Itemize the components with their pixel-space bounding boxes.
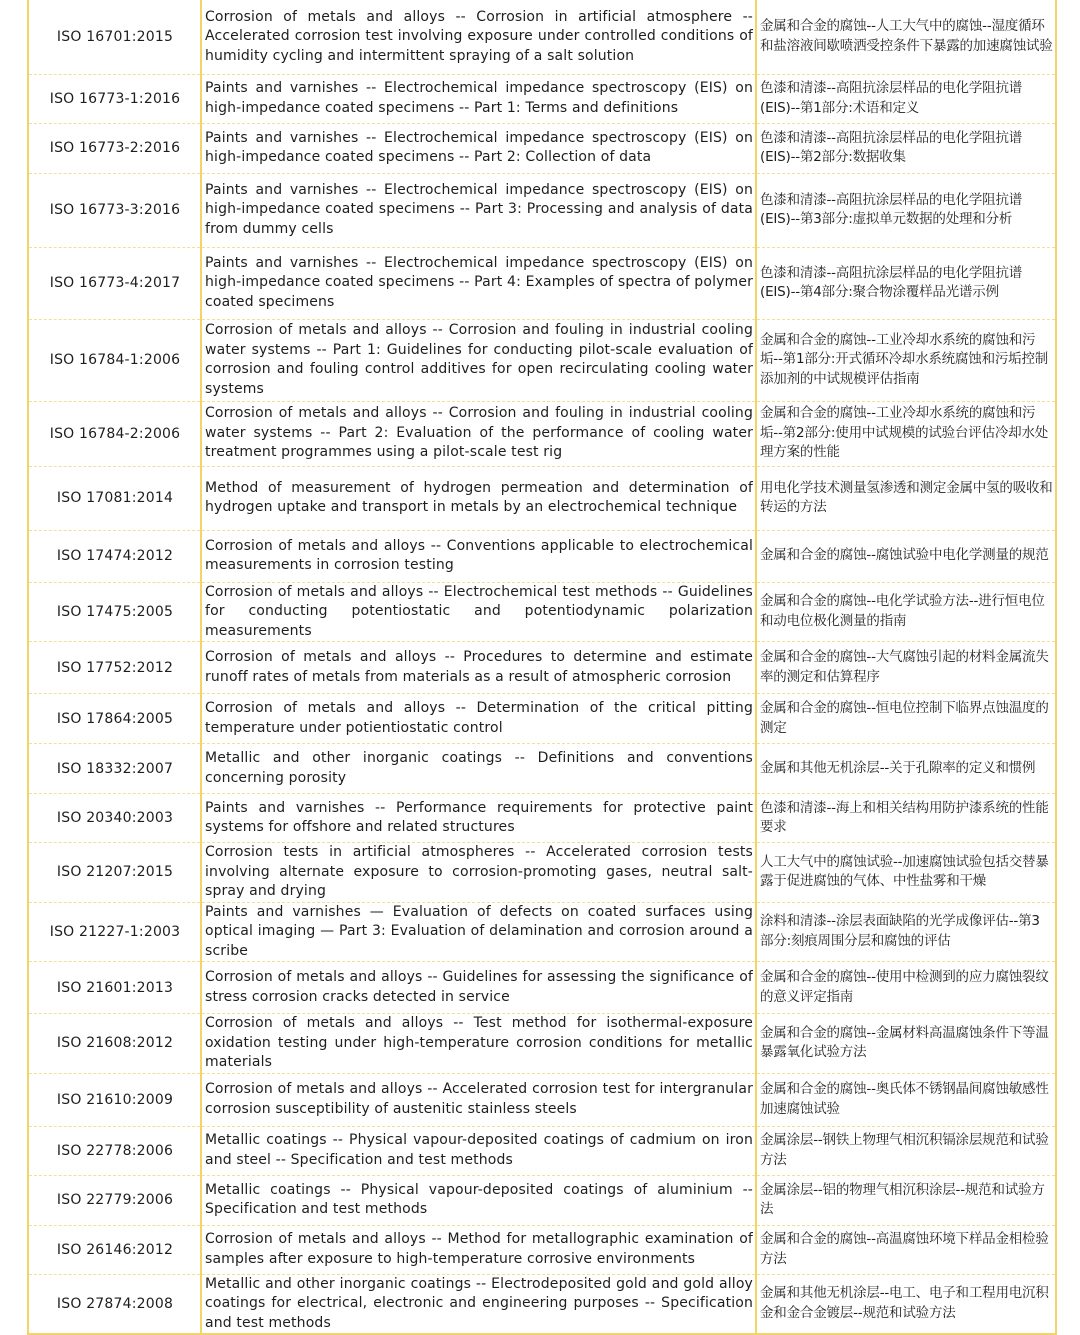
english-title: Corrosion of metals and alloys -- Corrosion and fouling in industrial cooling water systems -- Part 1: Guidelines for conducting pilot-scale evaluation of corrosion and fouling control additives for open recirculating cooling water systems <box>201 319 756 401</box>
english-title: Corrosion of metals and alloys -- Procedures to determine and estimate runoff rates of metals from materials as a result of atmospheric corrosion <box>201 642 756 694</box>
chinese-title: 金属和合金的腐蚀--电化学试验方法--进行恒电位和动电位极化测量的指南 <box>756 582 1056 642</box>
standard-code: ISO 17864:2005 <box>28 694 201 744</box>
table-row <box>28 843 1056 903</box>
standard-code: ISO 16773-3:2016 <box>28 173 201 247</box>
standard-code: ISO 22778:2006 <box>28 1126 201 1175</box>
standard-code: ISO 21207:2015 <box>28 843 201 903</box>
standard-code: ISO 20340:2003 <box>28 794 201 843</box>
table-row <box>28 247 1056 319</box>
standard-code: ISO 21610:2009 <box>28 1073 201 1126</box>
chinese-title: 用电化学技术测量氢渗透和测定金属中氢的吸收和转运的方法 <box>756 466 1056 530</box>
standard-code: ISO 21227-1:2003 <box>28 902 201 962</box>
table-row <box>28 401 1056 466</box>
chinese-title: 金属和合金的腐蚀--工业冷却水系统的腐蚀和污垢--第1部分:开式循环冷却水系统腐蚀和污垢控制添加剂的中试规模评估指南 <box>756 319 1056 401</box>
table-row <box>28 962 1056 1014</box>
chinese-title: 金属和合金的腐蚀--腐蚀试验中电化学测量的规范 <box>756 530 1056 582</box>
english-title: Corrosion of metals and alloys -- Electrochemical test methods -- Guidelines for conducting potentiostatic and potentiodynamic polarization measurements <box>201 582 756 642</box>
table-row <box>28 694 1056 744</box>
standard-code: ISO 22779:2006 <box>28 1175 201 1225</box>
standard-code: ISO 17475:2005 <box>28 582 201 642</box>
standards-table <box>27 0 1057 1335</box>
english-title: Corrosion of metals and alloys -- Accelerated corrosion test for intergranular corrosion susceptibility of austenitic stainless steels <box>201 1073 756 1126</box>
english-title: Paints and varnishes -- Electrochemical impedance spectroscopy (EIS) on high-impedance coated specimens -- Part 1: Terms and definitions <box>201 74 756 123</box>
chinese-title: 金属涂层--铝的物理气相沉积涂层--规范和试验方法 <box>756 1175 1056 1225</box>
english-title: Metallic coatings -- Physical vapour-deposited coatings of cadmium on iron and steel -- Specification and test methods <box>201 1126 756 1175</box>
standards-table-body <box>28 0 1056 1334</box>
table-row <box>28 466 1056 530</box>
standard-code: ISO 16773-4:2017 <box>28 247 201 319</box>
table-row <box>28 744 1056 794</box>
chinese-title: 金属和合金的腐蚀--恒电位控制下临界点蚀温度的测定 <box>756 694 1056 744</box>
english-title: Corrosion of metals and alloys -- Corrosion and fouling in industrial cooling water systems -- Part 2: Evaluation of the performance of cooling water treatment programmes using a pilot-scale test rig <box>201 401 756 466</box>
standard-code: ISO 17081:2014 <box>28 466 201 530</box>
table-row <box>28 582 1056 642</box>
table-row <box>28 530 1056 582</box>
table-row <box>28 173 1056 247</box>
english-title: Metallic and other inorganic coatings -- Definitions and conventions concerning porosity <box>201 744 756 794</box>
standard-code: ISO 27874:2008 <box>28 1274 201 1334</box>
standard-code: ISO 21601:2013 <box>28 962 201 1014</box>
table-row <box>28 1014 1056 1074</box>
chinese-title: 金属和合金的腐蚀--工业冷却水系统的腐蚀和污垢--第2部分:使用中试规模的试验台评估冷却水处理方案的性能 <box>756 401 1056 466</box>
chinese-title: 金属和其他无机涂层--关于孔隙率的定义和惯例 <box>756 744 1056 794</box>
chinese-title: 金属和合金的腐蚀--高温腐蚀环境下样品金相检验方法 <box>756 1225 1056 1274</box>
english-title: Paints and varnishes -- Electrochemical impedance spectroscopy (EIS) on high-impedance coated specimens -- Part 3: Processing and analysis of data from dummy cells <box>201 173 756 247</box>
english-title: Corrosion of metals and alloys -- Method for metallographic examination of samples after exposure to high-temperature corrosive environments <box>201 1225 756 1274</box>
chinese-title: 色漆和清漆--高阻抗涂层样品的电化学阻抗谱(EIS)--第2部分:数据收集 <box>756 123 1056 173</box>
table-row <box>28 642 1056 694</box>
table-row <box>28 123 1056 173</box>
standard-code: ISO 16773-2:2016 <box>28 123 201 173</box>
english-title: Metallic and other inorganic coatings -- Electrodeposited gold and gold alloy coatings for electrical, electronic and engineering purposes -- Specification and test methods <box>201 1274 756 1334</box>
english-title: Method of measurement of hydrogen permeation and determination of hydrogen uptake and transport in metals by an electrochemical technique <box>201 466 756 530</box>
table-row <box>28 902 1056 962</box>
standard-code: ISO 17752:2012 <box>28 642 201 694</box>
chinese-title: 金属和合金的腐蚀--奥氏体不锈钢晶间腐蚀敏感性加速腐蚀试验 <box>756 1073 1056 1126</box>
english-title: Paints and varnishes — Evaluation of defects on coated surfaces using optical imaging — Part 3: Evaluation of delamination and corrosion around a scribe <box>201 902 756 962</box>
english-title: Corrosion of metals and alloys -- Determination of the critical pitting temperature under potientiostatic control <box>201 694 756 744</box>
english-title: Corrosion of metals and alloys -- Corrosion in artificial atmosphere --Accelerated corrosion test involving exposure under controlled conditions of humidity cycling and intermittent spraying of a salt solution <box>201 0 756 74</box>
table-row <box>28 1073 1056 1126</box>
english-title: Paints and varnishes -- Electrochemical impedance spectroscopy (EIS) on high-impedance coated specimens -- Part 2: Collection of data <box>201 123 756 173</box>
chinese-title: 金属和其他无机涂层--电工、电子和工程用电沉积金和金合金镀层--规范和试验方法 <box>756 1274 1056 1334</box>
chinese-title: 色漆和清漆--高阻抗涂层样品的电化学阻抗谱(EIS)--第4部分:聚合物涂覆样品光谱示例 <box>756 247 1056 319</box>
standard-code: ISO 18332:2007 <box>28 744 201 794</box>
chinese-title: 色漆和清漆--海上和相关结构用防护漆系统的性能要求 <box>756 794 1056 843</box>
table-row <box>28 74 1056 123</box>
english-title: Corrosion of metals and alloys -- Guidelines for assessing the significance of stress corrosion cracks detected in service <box>201 962 756 1014</box>
chinese-title: 人工大气中的腐蚀试验--加速腐蚀试验包括交替暴露于促进腐蚀的气体、中性盐雾和干燥 <box>756 843 1056 903</box>
standard-code: ISO 16701:2015 <box>28 0 201 74</box>
english-title: Paints and varnishes -- Performance requirements for protective paint systems for offshore and related structures <box>201 794 756 843</box>
english-title: Paints and varnishes -- Electrochemical impedance spectroscopy (EIS) on high-impedance coated specimens -- Part 4: Examples of spectra of polymer coated specimens <box>201 247 756 319</box>
standard-code: ISO 21608:2012 <box>28 1014 201 1074</box>
table-row <box>28 319 1056 401</box>
standard-code: ISO 26146:2012 <box>28 1225 201 1274</box>
chinese-title: 色漆和清漆--高阻抗涂层样品的电化学阻抗谱(EIS)--第1部分:术语和定义 <box>756 74 1056 123</box>
table-row <box>28 1274 1056 1334</box>
chinese-title: 金属和合金的腐蚀--大气腐蚀引起的材料金属流失率的测定和估算程序 <box>756 642 1056 694</box>
chinese-title: 金属和合金的腐蚀--人工大气中的腐蚀--湿度循环和盐溶液间歇喷洒受控条件下暴露的加速腐蚀试验 <box>756 0 1056 74</box>
chinese-title: 金属和合金的腐蚀--使用中检测到的应力腐蚀裂纹的意义评定指南 <box>756 962 1056 1014</box>
chinese-title: 涂料和清漆--涂层表面缺陷的光学成像评估--第3部分:刻痕周围分层和腐蚀的评估 <box>756 902 1056 962</box>
english-title: Corrosion of metals and alloys -- Test method for isothermal-exposure oxidation testing under high-temperature corrosion conditions for metallic materials <box>201 1014 756 1074</box>
standard-code: ISO 16784-1:2006 <box>28 319 201 401</box>
table-row <box>28 0 1056 74</box>
english-title: Metallic coatings -- Physical vapour-deposited coatings of aluminium -- Specification and test methods <box>201 1175 756 1225</box>
standard-code: ISO 17474:2012 <box>28 530 201 582</box>
english-title: Corrosion tests in artificial atmospheres -- Accelerated corrosion tests involving alternate exposure to corrosion-promoting gases, neutral salt-spray and drying <box>201 843 756 903</box>
standard-code: ISO 16784-2:2006 <box>28 401 201 466</box>
chinese-title: 金属涂层--钢铁上物理气相沉积镉涂层规范和试验方法 <box>756 1126 1056 1175</box>
table-row <box>28 1225 1056 1274</box>
chinese-title: 色漆和清漆--高阻抗涂层样品的电化学阻抗谱(EIS)--第3部分:虚拟单元数据的处理和分析 <box>756 173 1056 247</box>
table-row <box>28 794 1056 843</box>
standard-code: ISO 16773-1:2016 <box>28 74 201 123</box>
chinese-title: 金属和合金的腐蚀--金属材料高温腐蚀条件下等温暴露氧化试验方法 <box>756 1014 1056 1074</box>
table-row <box>28 1126 1056 1175</box>
table-row <box>28 1175 1056 1225</box>
english-title: Corrosion of metals and alloys -- Conventions applicable to electrochemical measurements in corrosion testing <box>201 530 756 582</box>
